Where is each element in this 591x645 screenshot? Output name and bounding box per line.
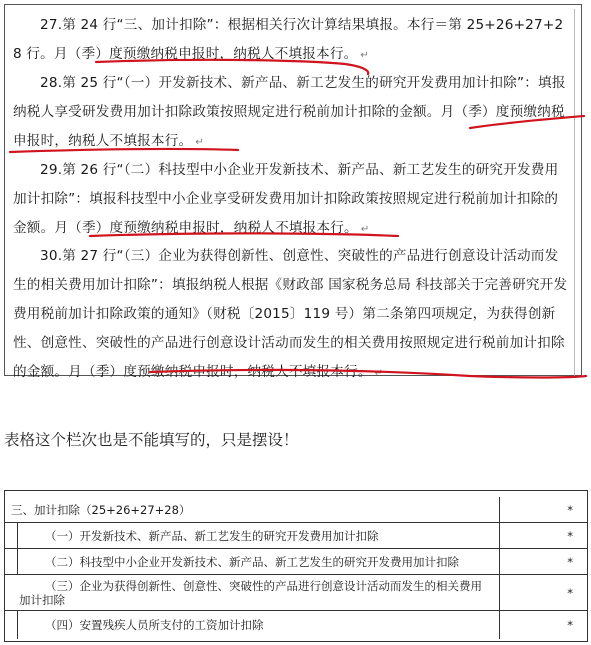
row-label-line: （三）企业为获得创新性、创意性、突破性的产品进行创意设计活动而发生的相关费用	[45, 579, 482, 593]
paragraph-29	[13, 156, 569, 244]
row-value: *	[499, 523, 587, 548]
form-table	[4, 490, 588, 642]
paragraph-28	[13, 69, 569, 157]
paragraph-text: 28.第 25 行“（一）开发新技术、新产品、新工艺发生的研究开发费用加计扣除”：填报纳税人享受研发费用加计扣除政策按照规定进行税前加计扣除的金额。月（季）度预缴纳税申报时，纳税人不填报本行。	[13, 75, 566, 149]
table-row	[5, 549, 587, 575]
paragraph-mark-icon: ↵	[195, 137, 204, 148]
row-label: （四）安置残疾人员所支付的工资加计扣除	[45, 618, 264, 632]
margin-line	[574, 9, 575, 377]
paragraph-mark-icon: ↵	[360, 224, 370, 235]
paragraph-mark-icon: ↵	[374, 368, 384, 379]
table-row	[5, 575, 587, 611]
row-value: *	[499, 611, 587, 639]
paragraph-27	[13, 11, 569, 70]
paragraph-mark-icon: ↵	[360, 50, 370, 61]
row-label: （二）科技型中小企业开发新技术、新产品、新工艺发生的研究开发费用加计扣除	[45, 554, 459, 569]
paragraph-30	[13, 242, 569, 388]
paragraph-text: 27.第 24 行“三、加计扣除”：根据相关行次计算结果填报。本行＝第 25+26+27+28 行。月（季）度预缴纳税申报时，纳税人不填报本行。	[13, 17, 564, 62]
row-value: *	[499, 575, 587, 610]
row-label-line: 加计扣除	[19, 593, 65, 607]
paragraph-text: 30.第 27 行“（三）企业为获得创新性、创意性、突破性的产品进行创意设计活动而发生的相关费用加计扣除”：填报纳税人根据《财政部 国家税务总局 科技部关于完善研究开发费用税前加计扣除政策的通知》（财税〔2015〕119 号）第二条第四项规定，为获得创新性、创意性、突破性的产品进行创意设计活动而发生的相关费用按照规定进行税前加计扣除的金额。月（季）度预缴纳税申报时，纳税人不填报本行。	[13, 248, 568, 380]
table-row	[5, 611, 587, 639]
row-label: 三、加计扣除（25+26+27+28）	[11, 502, 191, 517]
row-value: *	[499, 497, 587, 522]
table-row	[5, 523, 587, 549]
paragraph-text: 29.第 26 行“（二）科技型中小企业开发新技术、新产品、新工艺发生的研究开发费用加计扣除”：填报科技型中小企业享受研发费用加计扣除政策按照规定进行税前加计扣除的金额。月（季）度预缴纳税申报时，纳税人不填报本行。	[13, 162, 559, 236]
table-row	[5, 497, 587, 523]
row-label: （一）开发新技术、新产品、新工艺发生的研究开发费用加计扣除	[45, 528, 379, 543]
row-label	[19, 575, 497, 610]
row-value: *	[499, 549, 587, 574]
comment-text: 表格这个栏次也是不能填写的，只是摆设！	[4, 431, 299, 449]
document-excerpt	[4, 4, 582, 380]
